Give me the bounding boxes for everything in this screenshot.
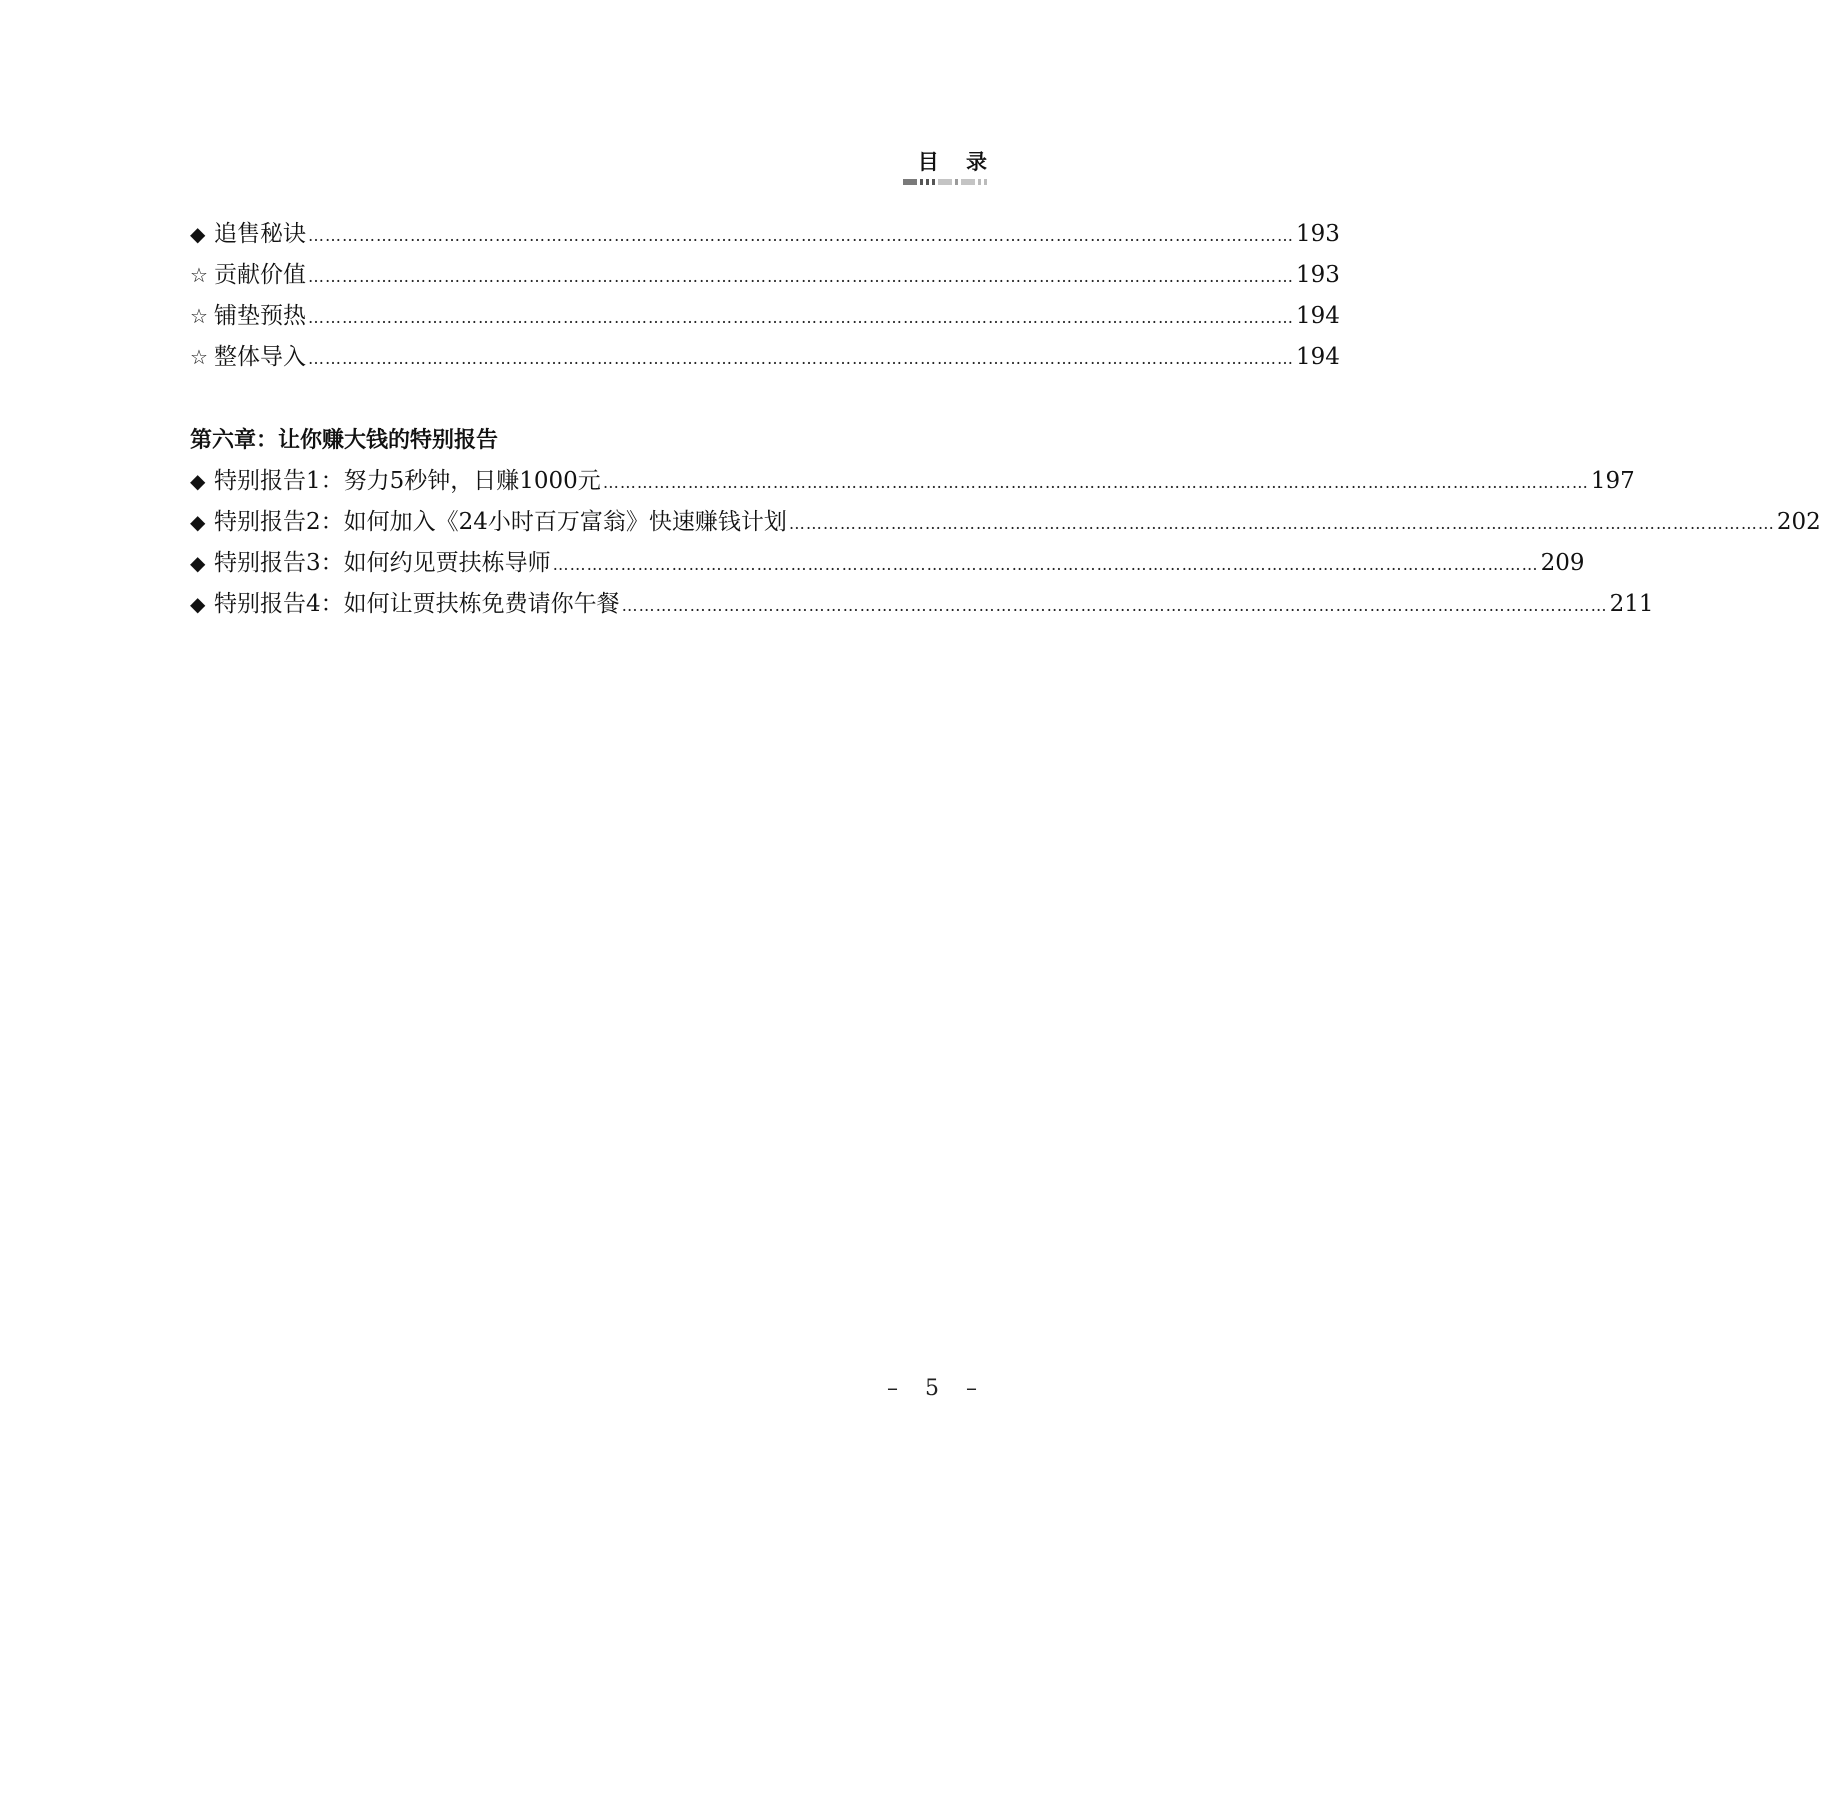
star-outline-icon: ☆ <box>190 345 208 369</box>
toc-entry <box>190 255 1340 296</box>
diamond-bullet-icon: ◆ <box>190 469 206 493</box>
diamond-bullet-icon: ◆ <box>190 551 206 575</box>
dot-leader: ………………………………………………………………………………………………………………………………………………………… <box>308 226 1294 245</box>
running-header <box>897 150 997 185</box>
toc-entry-page: 197 <box>1590 468 1635 494</box>
toc-entry-label: 特别报告3：如何约见贾扶栋导师 <box>214 550 551 576</box>
star-outline-icon: ☆ <box>190 304 208 328</box>
diamond-bullet-icon: ◆ <box>190 510 206 534</box>
toc-entry-label: 特别报告4：如何让贾扶栋免费请你午餐 <box>214 591 620 617</box>
dot-leader: ………………………………………………………………………………………………………………………………………………………… <box>308 267 1294 286</box>
toc-entry <box>190 296 1340 337</box>
dot-leader: ………………………………………………………………………………………………………………………………………………………… <box>621 596 1608 615</box>
header-decorative-rule <box>897 179 987 185</box>
toc-entry-page: 202 <box>1776 509 1821 535</box>
dot-leader: ………………………………………………………………………………………………………………………………………………………… <box>788 514 1775 533</box>
toc-entry <box>190 214 1340 255</box>
toc-entry-label: 特别报告1：努力5秒钟，日赚1000元 <box>214 468 601 494</box>
toc-entry-page: 209 <box>1540 550 1585 576</box>
toc-entry <box>190 461 1635 502</box>
dot-leader: ………………………………………………………………………………………………………………………………………………………… <box>308 308 1294 327</box>
dot-leader: ………………………………………………………………………………………………………………………………………………………… <box>552 555 1539 574</box>
toc-entry-page: 194 <box>1296 303 1340 329</box>
toc-entry-label: 整体导入 <box>214 344 306 370</box>
toc-entry <box>190 337 1340 378</box>
page-number-footer: – 5 – <box>887 1376 987 1401</box>
star-outline-icon: ☆ <box>190 263 208 287</box>
toc-entry <box>190 502 1821 543</box>
toc-section-chapter-6 <box>190 420 1821 625</box>
toc-entry-label: 追售秘诀 <box>214 221 306 247</box>
toc-entry-page: 193 <box>1296 221 1340 247</box>
toc-section-top <box>190 214 1340 378</box>
chapter-heading: 第六章：让你赚大钱的特别报告 <box>190 428 499 453</box>
dot-leader: ………………………………………………………………………………………………………………………………………………………… <box>308 349 1294 368</box>
toc-entry <box>190 584 1654 625</box>
toc-entry <box>190 543 1585 584</box>
diamond-bullet-icon: ◆ <box>190 222 206 246</box>
toc-entry-label: 铺垫预热 <box>214 303 306 329</box>
diamond-bullet-icon: ◆ <box>190 592 206 616</box>
toc-entry-label: 特别报告2：如何加入《24小时百万富翁》快速赚钱计划 <box>214 509 787 535</box>
page-title: 目 录 <box>917 150 997 174</box>
toc-entry-page: 211 <box>1609 591 1654 617</box>
toc-entry-label: 贡献价值 <box>214 262 306 288</box>
toc-entry-page: 193 <box>1296 262 1340 288</box>
toc-entry-page: 194 <box>1296 344 1340 370</box>
dot-leader: ………………………………………………………………………………………………………………………………………………………… <box>602 473 1589 492</box>
